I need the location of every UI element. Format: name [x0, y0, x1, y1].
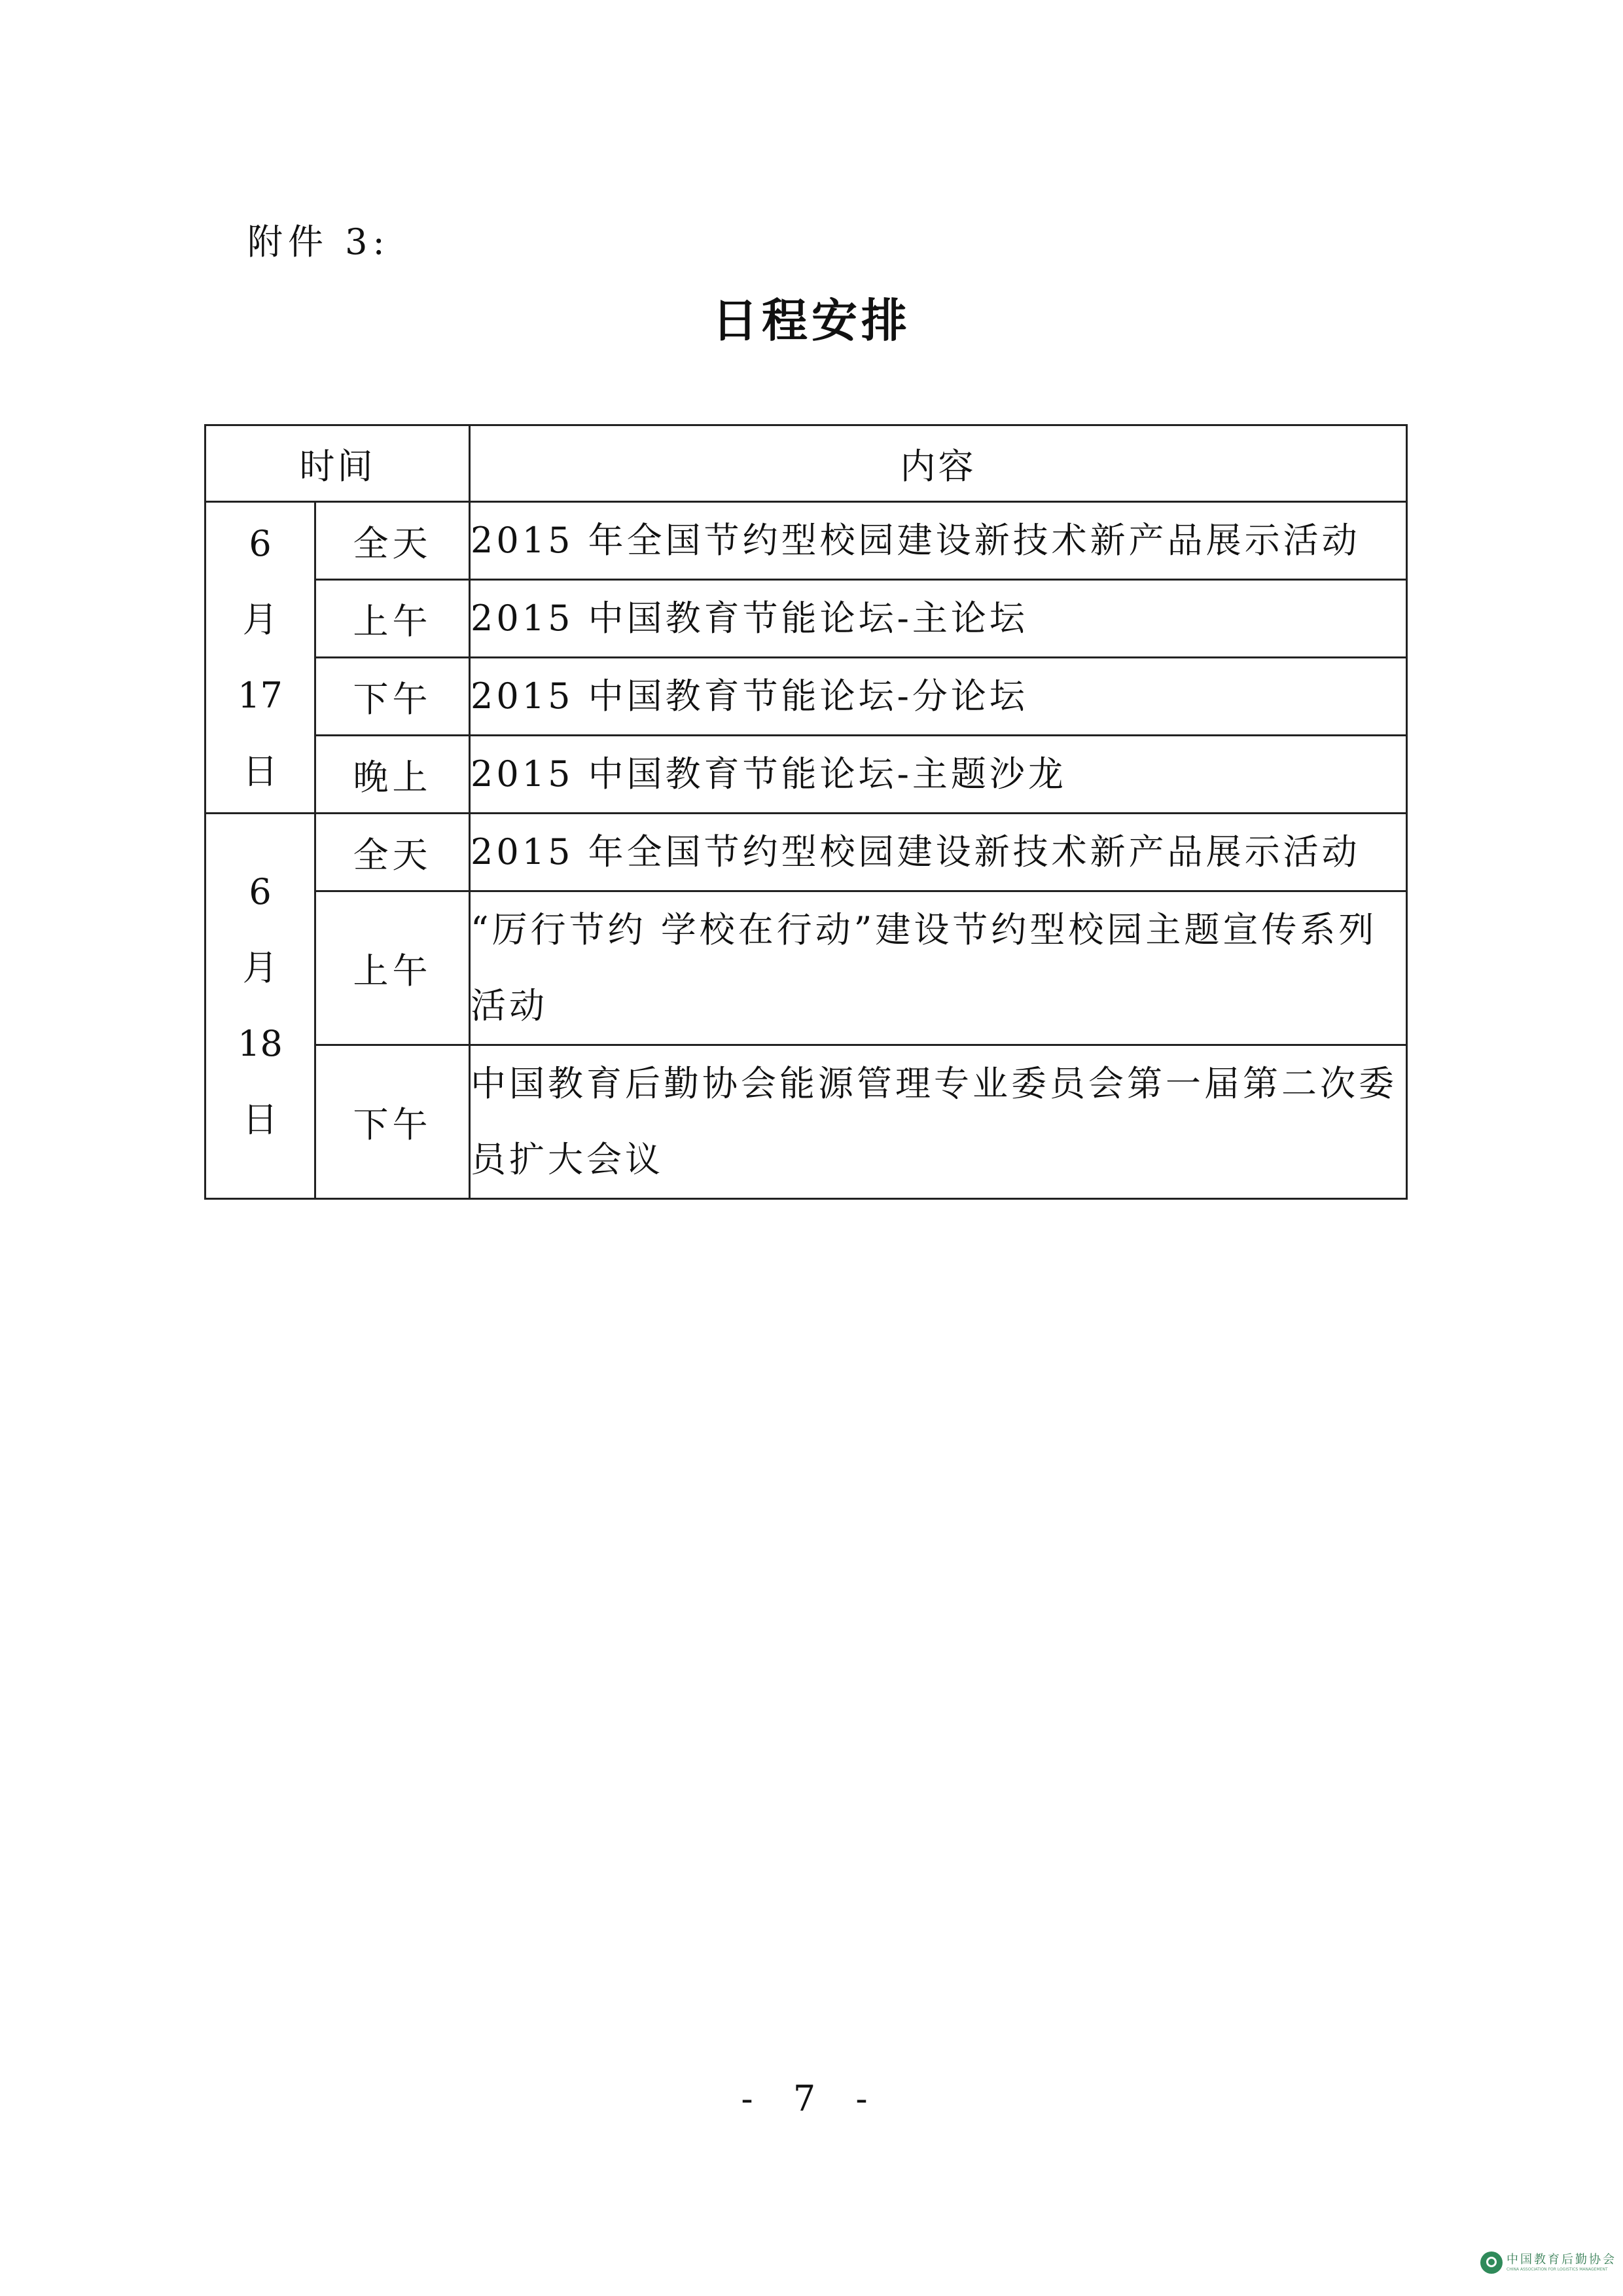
- logo-subtext: CHINA ASSOCIATION FOR LOGISTICS MANAGEMENT: [1507, 2267, 1608, 2272]
- period-cell: 全天: [315, 814, 470, 891]
- day-cell: [205, 502, 315, 814]
- table-row: [205, 580, 1407, 658]
- period-cell: 下午: [315, 1045, 470, 1199]
- day-line: 6: [249, 871, 272, 912]
- content-cell: “厉行节约 学校在行动”建设节约型校园主题宣传系列活动: [470, 891, 1407, 1045]
- period-cell: 下午: [315, 658, 470, 736]
- header-content: 内容: [470, 425, 1407, 502]
- table-row: [205, 891, 1407, 1045]
- period-cell: 晚上: [315, 736, 470, 814]
- content-cell: 2015 中国教育节能论坛-主论坛: [470, 580, 1407, 658]
- table-row: [205, 658, 1407, 736]
- content-cell: 2015 中国教育节能论坛-分论坛: [470, 658, 1407, 736]
- day-line: 日: [242, 1099, 278, 1140]
- period-cell: 全天: [315, 502, 470, 580]
- day-line: 日: [242, 750, 278, 792]
- period-cell: 上午: [315, 891, 470, 1045]
- table-row: [205, 1045, 1407, 1199]
- logo-text: 中国教育后勤协会: [1507, 2253, 1616, 2267]
- page-title: 日程安排: [712, 294, 911, 348]
- day-line: 月: [242, 947, 278, 988]
- table-row: [205, 502, 1407, 580]
- day-line: 月: [242, 598, 278, 640]
- table-row: [205, 736, 1407, 814]
- schedule-table: [204, 424, 1408, 1200]
- day-cell: [205, 814, 315, 1199]
- association-logo-icon: [1480, 2251, 1503, 2274]
- day-line: 18: [238, 1023, 283, 1064]
- table-header-row: [205, 425, 1407, 502]
- content-cell: 中国教育后勤协会能源管理专业委员会第一届第二次委员扩大会议: [470, 1045, 1407, 1199]
- logo-text-block: [1507, 2253, 1616, 2272]
- content-cell: 2015 中国教育节能论坛-主题沙龙: [470, 736, 1407, 814]
- day-line: 17: [238, 674, 283, 716]
- content-cell: 2015 年全国节约型校园建设新技术新产品展示活动: [470, 502, 1407, 580]
- period-cell: 上午: [315, 580, 470, 658]
- page-number: - 7 -: [741, 2078, 882, 2119]
- footer-logo: [1480, 2251, 1616, 2274]
- table-row: [205, 814, 1407, 891]
- content-cell: 2015 年全国节约型校园建设新技术新产品展示活动: [470, 814, 1407, 891]
- day-line: 6: [249, 522, 272, 564]
- attachment-label: 附件 3:: [247, 221, 390, 262]
- header-time: 时间: [205, 425, 470, 502]
